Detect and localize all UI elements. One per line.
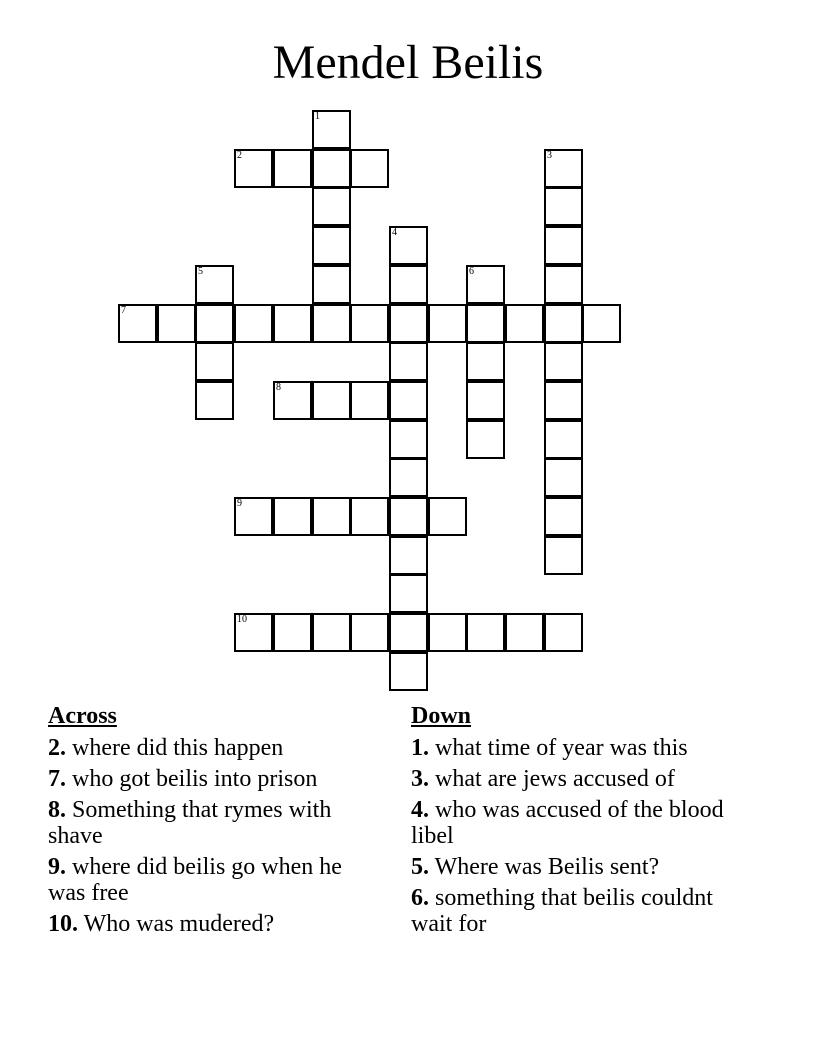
- grid-cell[interactable]: [350, 497, 389, 536]
- grid-cell[interactable]: [273, 497, 312, 536]
- across-clue-list: [48, 735, 378, 937]
- grid-cell[interactable]: [273, 149, 312, 188]
- grid-cell[interactable]: [544, 381, 583, 420]
- clue-number: 3.: [411, 766, 429, 792]
- across-clue: [48, 766, 378, 792]
- down-clue: [411, 797, 751, 849]
- grid-cell[interactable]: [505, 613, 544, 652]
- grid-cell[interactable]: [544, 420, 583, 459]
- cell-number: 6: [469, 266, 474, 277]
- grid-cell[interactable]: [234, 613, 273, 652]
- grid-cell[interactable]: [312, 149, 351, 188]
- grid-cell[interactable]: [389, 497, 428, 536]
- clue-text: what time of year was this: [429, 735, 688, 761]
- grid-cell[interactable]: [428, 304, 467, 343]
- grid-cell[interactable]: [389, 304, 428, 343]
- grid-cell[interactable]: [544, 149, 583, 188]
- grid-cell[interactable]: [350, 381, 389, 420]
- grid-cell[interactable]: [312, 187, 351, 226]
- grid-cell[interactable]: [312, 265, 351, 304]
- clue-number: 6.: [411, 885, 429, 911]
- grid-cell[interactable]: [466, 613, 505, 652]
- cell-number: 2: [237, 150, 242, 161]
- down-clue: [411, 766, 751, 792]
- grid-cell[interactable]: [389, 574, 428, 613]
- across-clues: [48, 703, 378, 942]
- grid-cell[interactable]: [389, 381, 428, 420]
- grid-cell[interactable]: [544, 536, 583, 575]
- across-clue: [48, 735, 378, 761]
- grid-cell[interactable]: [544, 497, 583, 536]
- grid-cell[interactable]: [389, 536, 428, 575]
- grid-cell[interactable]: [195, 342, 234, 381]
- grid-cell[interactable]: [466, 420, 505, 459]
- grid-cell[interactable]: [544, 304, 583, 343]
- down-clue: [411, 854, 751, 880]
- grid-cell[interactable]: [544, 342, 583, 381]
- clue-number: 8.: [48, 797, 66, 823]
- down-heading: Down: [411, 703, 472, 729]
- grid-cell[interactable]: [350, 613, 389, 652]
- grid-cell[interactable]: [466, 381, 505, 420]
- grid-cell[interactable]: [544, 226, 583, 265]
- puzzle-title: Mendel Beilis: [272, 36, 544, 89]
- grid-cell[interactable]: [389, 458, 428, 497]
- grid-cell[interactable]: [389, 226, 428, 265]
- clue-text: who got beilis into prison: [66, 766, 318, 792]
- grid-cell[interactable]: [389, 265, 428, 304]
- cell-number: 9: [237, 498, 242, 509]
- grid-cell[interactable]: [273, 613, 312, 652]
- grid-cell[interactable]: [544, 187, 583, 226]
- clue-number: 5.: [411, 854, 429, 880]
- down-clue: [411, 885, 751, 937]
- cell-number: 8: [276, 382, 281, 393]
- clue-number: 2.: [48, 735, 66, 761]
- across-heading: Across: [48, 703, 117, 729]
- grid-cell[interactable]: [389, 420, 428, 459]
- grid-cell[interactable]: [234, 497, 273, 536]
- grid-cell[interactable]: [195, 265, 234, 304]
- clue-text: Who was mudered?: [78, 911, 275, 937]
- grid-cell[interactable]: [544, 265, 583, 304]
- cell-number: 7: [121, 305, 126, 316]
- clue-text: Where was Beilis sent?: [429, 854, 660, 880]
- grid-cell[interactable]: [273, 381, 312, 420]
- grid-cell[interactable]: [312, 381, 351, 420]
- clue-text: something that beilis couldnt wait for: [411, 885, 713, 937]
- grid-cell[interactable]: [428, 497, 467, 536]
- clue-text: what are jews accused of: [429, 766, 675, 792]
- grid-cell[interactable]: [389, 613, 428, 652]
- grid-cell[interactable]: [234, 304, 273, 343]
- cell-number: 3: [547, 150, 552, 161]
- grid-cell[interactable]: [273, 304, 312, 343]
- grid-cell[interactable]: [389, 652, 428, 691]
- clue-text: where did this happen: [66, 735, 284, 761]
- grid-cell[interactable]: [312, 613, 351, 652]
- down-clues: [411, 703, 751, 942]
- clue-number: 4.: [411, 797, 429, 823]
- clue-number: 10.: [48, 911, 78, 937]
- cell-number: 4: [392, 227, 397, 238]
- grid-cell[interactable]: [118, 304, 157, 343]
- grid-cell[interactable]: [195, 304, 234, 343]
- down-clue: [411, 735, 751, 761]
- grid-cell[interactable]: [582, 304, 621, 343]
- grid-cell[interactable]: [312, 226, 351, 265]
- grid-cell[interactable]: [350, 304, 389, 343]
- grid-cell[interactable]: [505, 304, 544, 343]
- cell-number: 1: [315, 111, 320, 122]
- grid-cell[interactable]: [234, 149, 273, 188]
- clue-number: 7.: [48, 766, 66, 792]
- grid-cell[interactable]: [195, 381, 234, 420]
- down-clue-list: [411, 735, 751, 937]
- grid-cell[interactable]: [389, 342, 428, 381]
- grid-cell[interactable]: [544, 613, 583, 652]
- clue-number: 1.: [411, 735, 429, 761]
- grid-cell[interactable]: [544, 458, 583, 497]
- clue-text: who was accused of the blood libel: [411, 797, 724, 849]
- grid-cell[interactable]: [466, 304, 505, 343]
- grid-cell[interactable]: [466, 265, 505, 304]
- grid-cell[interactable]: [350, 149, 389, 188]
- grid-cell[interactable]: [312, 497, 351, 536]
- across-clue: [48, 797, 378, 849]
- grid-cell[interactable]: [312, 110, 351, 149]
- grid-cell[interactable]: [312, 304, 351, 343]
- cell-number: 10: [237, 614, 247, 625]
- grid-cell[interactable]: [428, 613, 467, 652]
- across-clue: [48, 854, 378, 906]
- grid-cell[interactable]: [466, 342, 505, 381]
- clue-text: where did beilis go when he was free: [48, 854, 342, 906]
- across-clue: [48, 911, 378, 937]
- clue-number: 9.: [48, 854, 66, 880]
- clue-text: Something that rymes with shave: [48, 797, 332, 849]
- grid-cell[interactable]: [157, 304, 196, 343]
- cell-number: 5: [198, 266, 203, 277]
